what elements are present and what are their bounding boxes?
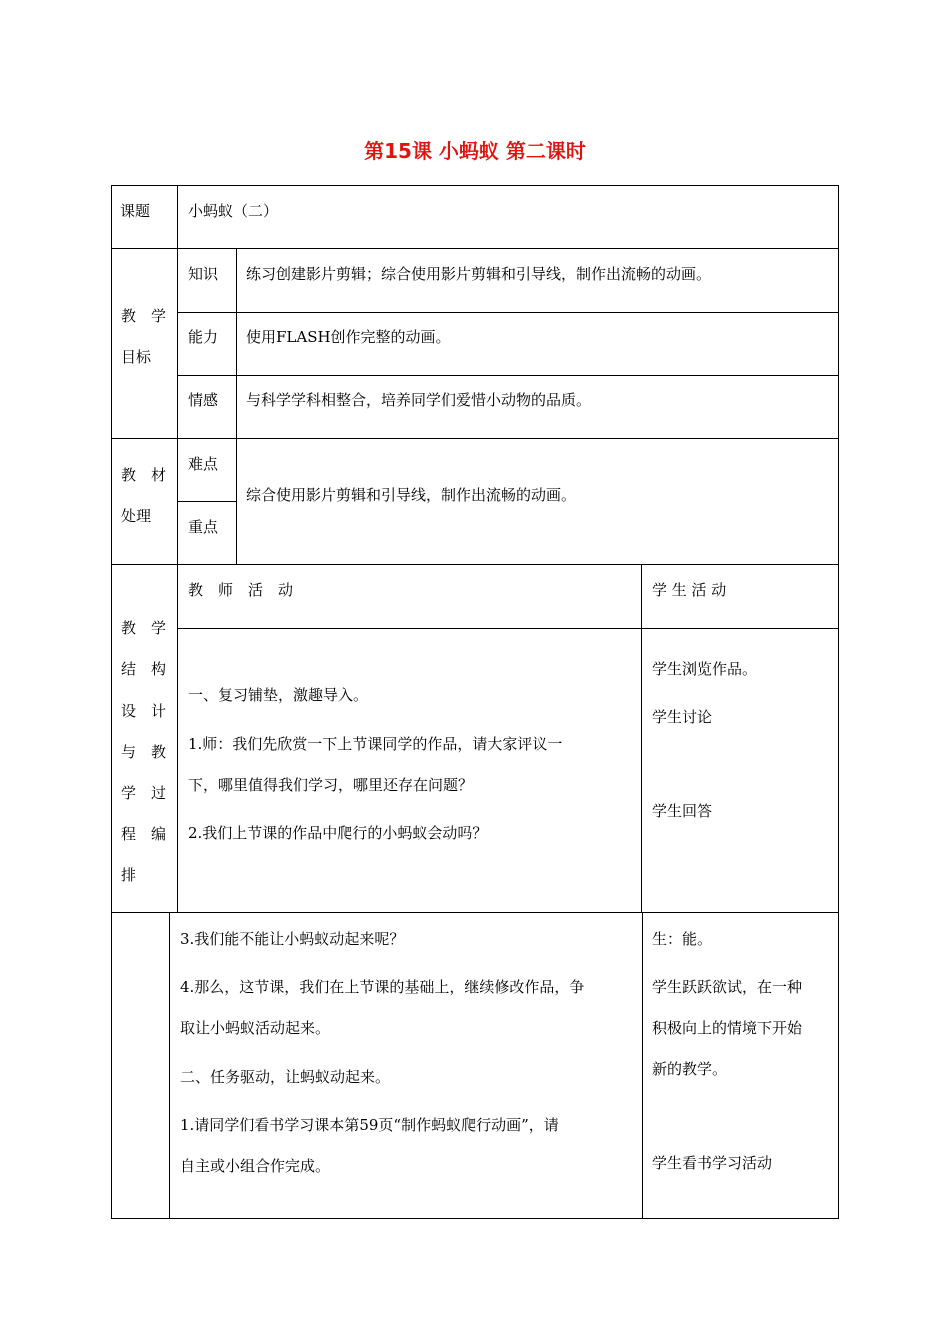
table-border	[111, 185, 112, 1219]
table-border	[236, 248, 237, 565]
page-title: 第15课 小蚂蚁 第二课时	[364, 139, 586, 163]
student-activity-line: 学生跃跃欲试，在一种	[652, 978, 803, 996]
teacher-activity-line: 下，哪里值得我们学习，哪里还存在问题？	[188, 776, 474, 794]
student-activity-line: 学生回答	[652, 802, 713, 820]
teacher-activity-line: 1.师：我们先欣赏一下上节课同学的作品，请大家评议一	[188, 735, 563, 753]
topic-label: 课题	[120, 202, 151, 220]
material-text: 综合使用影片剪辑和引导线，制作出流畅的动画。	[246, 486, 577, 504]
process-label: 学 过	[121, 784, 167, 802]
teacher-activity-line: 二、任务驱动，让蚂蚁动起来。	[180, 1068, 391, 1086]
table-border	[169, 912, 170, 1219]
student-activity-line: 学生浏览作品。	[652, 660, 758, 678]
table-border	[111, 248, 839, 249]
process-label: 结 构	[121, 660, 167, 678]
table-border	[177, 628, 839, 629]
table-border	[177, 375, 839, 376]
table-border	[838, 185, 839, 1219]
teacher-activity-line: 取让小蚂蚁活动起来。	[180, 1019, 331, 1037]
process-label: 排	[121, 866, 137, 884]
ability-label: 能力	[188, 328, 219, 346]
goals-label: 目标	[121, 348, 152, 366]
teacher-activity-line: 1.请同学们看书学习课本第59页“制作蚂蚁爬行动画”，请	[180, 1116, 559, 1134]
key-point-label: 重点	[188, 518, 219, 536]
ability-text: 使用FLASH创作完整的动画。	[246, 328, 451, 346]
process-label: 与 教	[121, 743, 167, 761]
student-activity-line: 学生讨论	[652, 708, 713, 726]
knowledge-text: 练习创建影片剪辑；综合使用影片剪辑和引导线，制作出流畅的动画。	[246, 265, 712, 283]
difficulty-label: 难点	[188, 455, 219, 473]
emotion-text: 与科学学科相整合，培养同学们爱惜小动物的品质。	[246, 391, 592, 409]
knowledge-label: 知识	[188, 265, 219, 283]
student-activity-header: 学 生 活 动	[652, 581, 727, 599]
material-label: 教 材	[121, 466, 167, 484]
process-label: 教 学	[121, 619, 167, 637]
student-activity-line: 学生看书学习活动	[652, 1154, 773, 1172]
process-label: 程 编	[121, 825, 167, 843]
emotion-label: 情感	[188, 391, 219, 409]
table-border	[642, 912, 643, 1219]
teacher-activity-line: 自主或小组合作完成。	[180, 1157, 331, 1175]
student-activity-line: 积极向上的情境下开始	[652, 1019, 803, 1037]
table-border	[641, 564, 642, 913]
goals-label: 教 学	[121, 307, 167, 325]
table-border	[111, 185, 839, 186]
table-border	[111, 912, 839, 913]
table-border	[111, 438, 839, 439]
teacher-activity-header: 教 师 活 动	[188, 581, 294, 599]
teacher-activity-line: 3.我们能不能让小蚂蚁动起来呢？	[180, 930, 405, 948]
student-activity-line: 新的教学。	[652, 1060, 728, 1078]
teacher-activity-line: 一、复习铺垫，激趣导入。	[188, 686, 369, 704]
table-border	[111, 1218, 839, 1219]
table-border	[111, 564, 839, 565]
student-activity-line: 生：能。	[652, 930, 713, 948]
teacher-activity-line: 4.那么，这节课，我们在上节课的基础上，继续修改作品，争	[180, 978, 585, 996]
table-border	[177, 185, 178, 913]
process-label: 设 计	[121, 702, 167, 720]
teacher-activity-line: 2.我们上节课的作品中爬行的小蚂蚁会动吗？	[188, 824, 488, 842]
table-border	[177, 312, 839, 313]
material-label: 处理	[121, 507, 152, 525]
topic-value: 小蚂蚁（二）	[188, 202, 279, 220]
table-border	[177, 501, 236, 502]
